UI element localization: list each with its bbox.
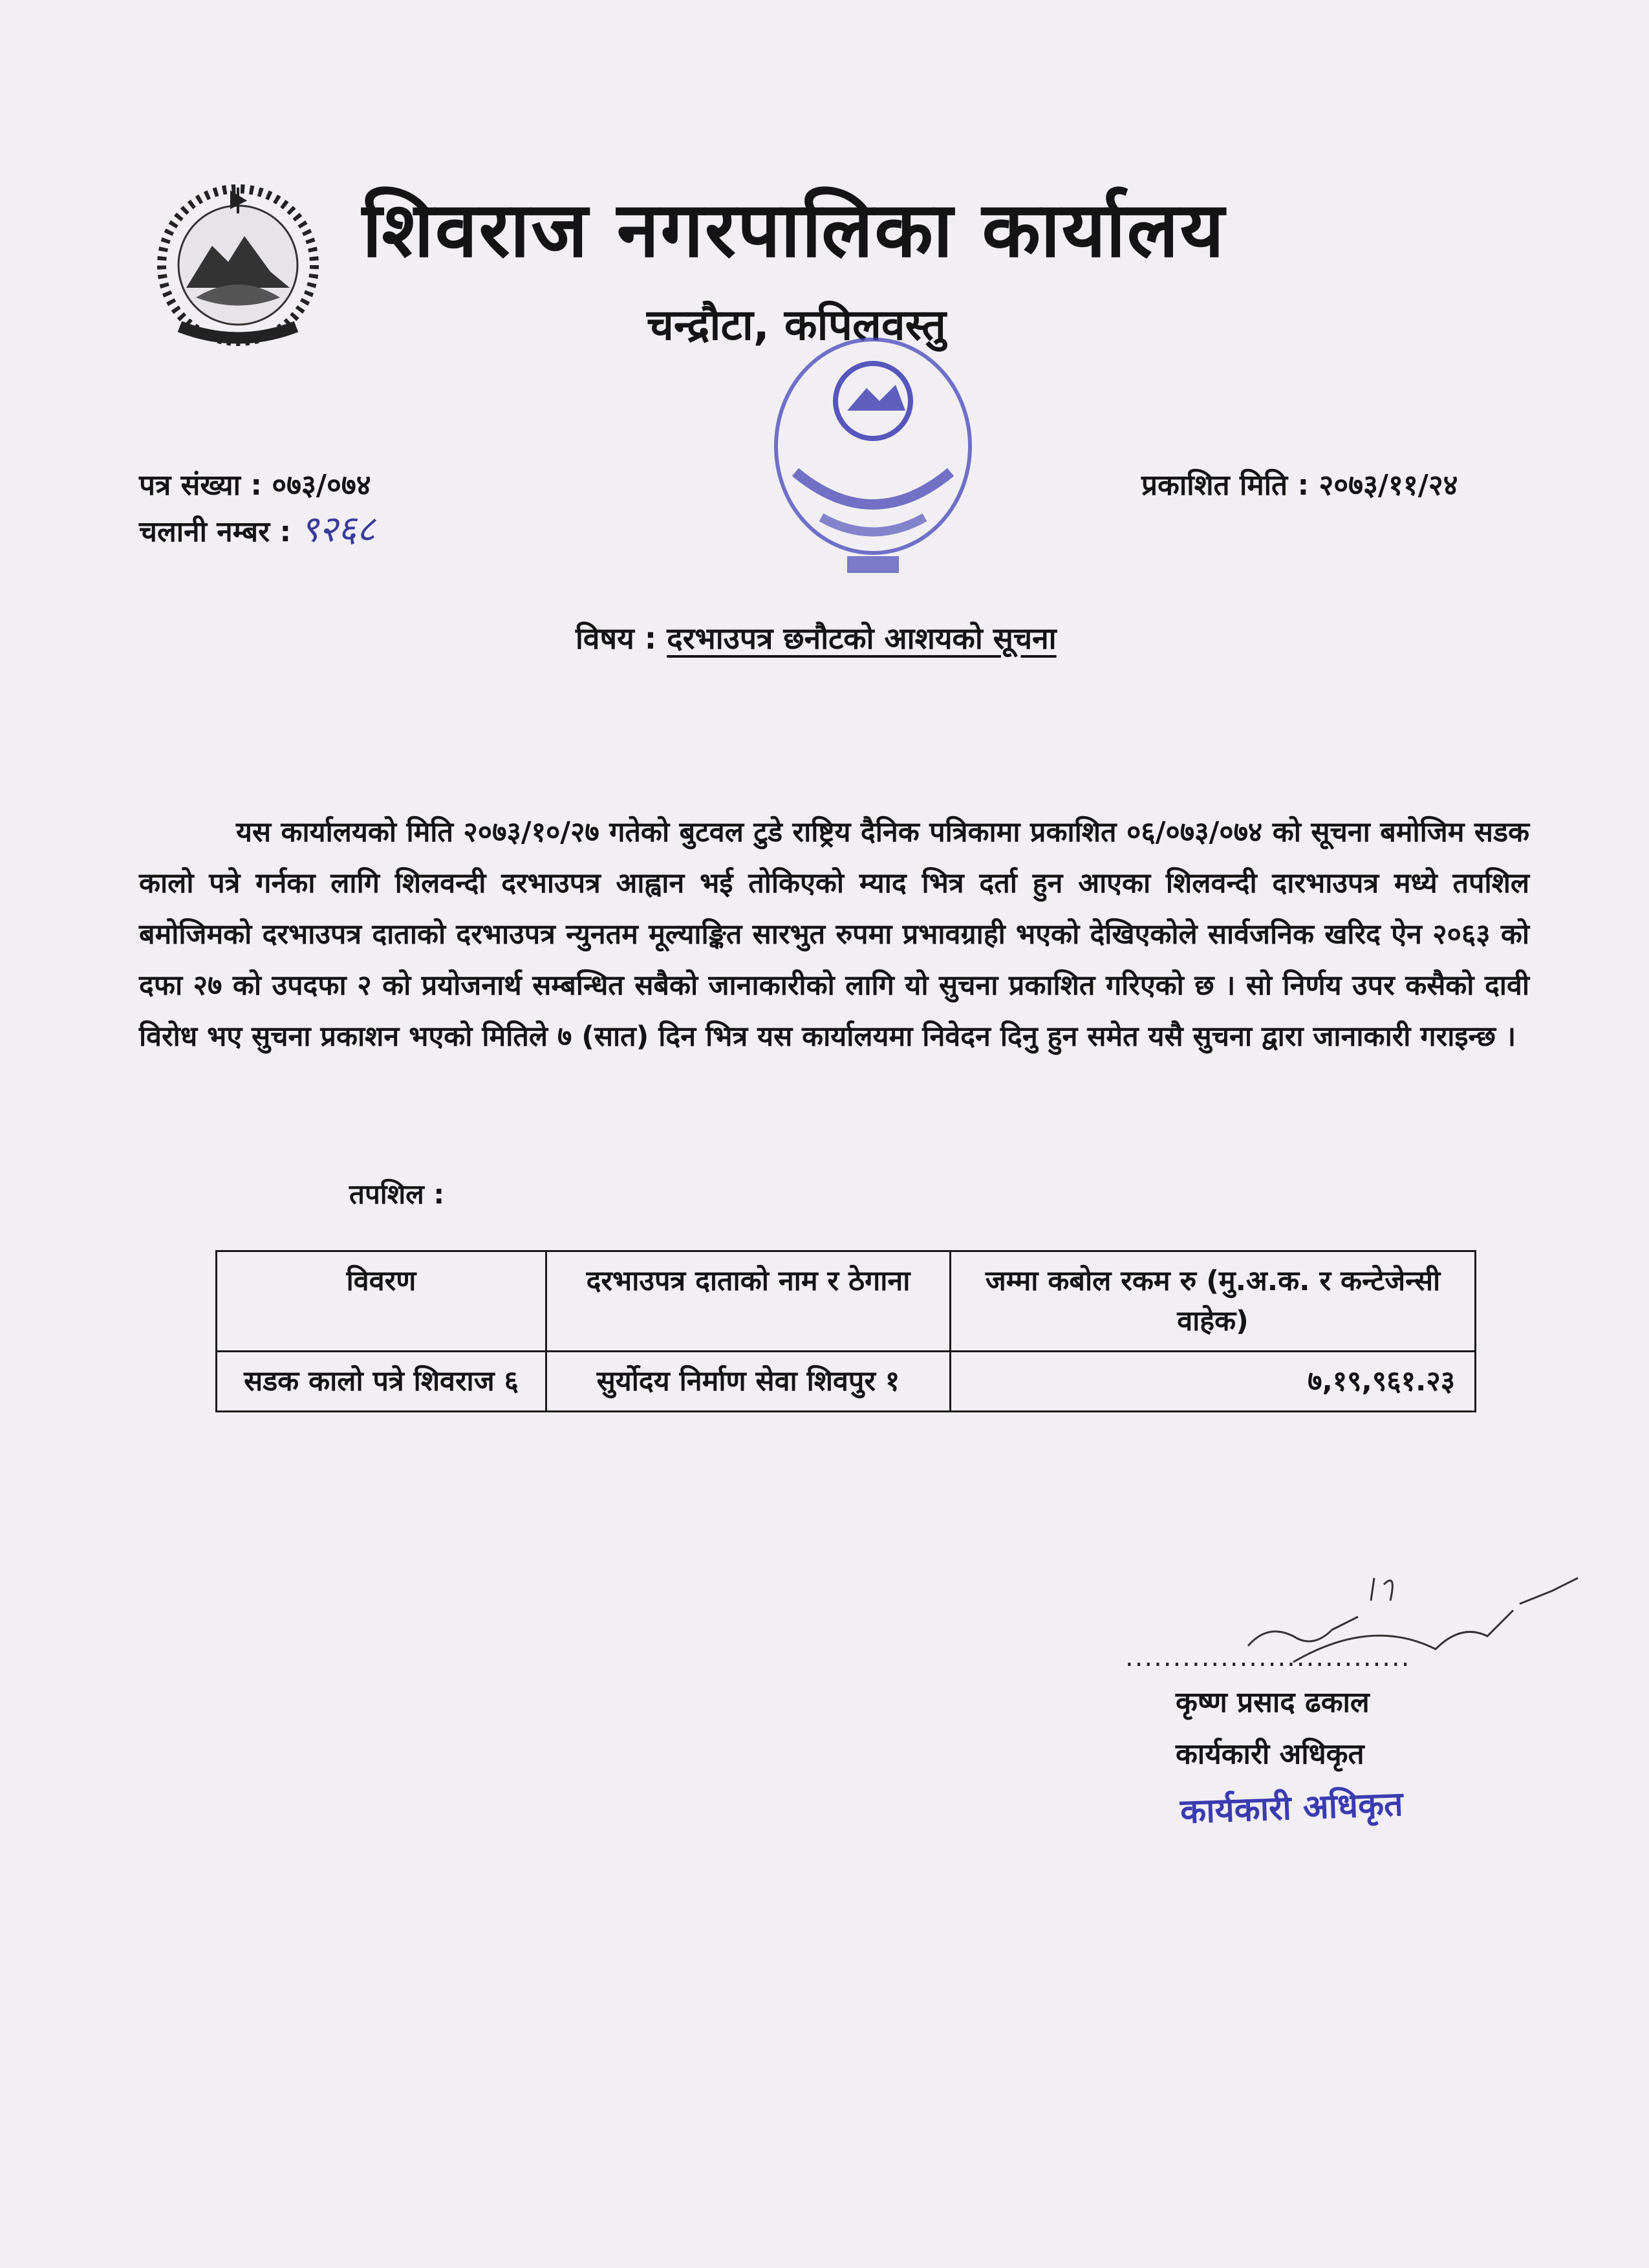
header-bidder: दरभाउपत्र दाताको नाम र ठेगाना bbox=[546, 1251, 951, 1352]
publication-date: प्रकाशित मिति : २०७३/११/२४ bbox=[1141, 469, 1458, 502]
dispatch-number-value: ९२६८ bbox=[300, 508, 376, 550]
dispatch-number-label: चलानी नम्बर : bbox=[139, 515, 292, 548]
table-header-row bbox=[217, 1251, 1476, 1352]
signature-line: .............................. bbox=[1125, 1643, 1411, 1672]
reference-number: पत्र संख्या : ०७३/०७४ bbox=[139, 469, 371, 502]
notice-body: यस कार्यालयको मिति २०७३/१०/२७ गतेको बुटवल टुडे राष्ट्रिय दैनिक पत्रिकामा प्रकाशित ०६/०७३/०७४ को सूचना बमोजिम सडक कालो पत्रे गर्नका लागि शिलवन्दी दरभाउपत्र आह्वान भई तोकिएको म्याद भित्र दर्ता हुन आएका शिलवन्दी दारभाउपत्र मध्ये तपशिल बमोजिमको दरभाउपत्र दाताको दरभाउपत्र न्युनतम मूल्याङ्कित सारभुत रुपमा प्रभावग्राही भएको देखिएकोले सार्वजनिक खरिद ऐन २०६३ को दफा २७ को उपदफा २ को प्रयोजनार्थ सम्बन्धित सबैको जानाकारीको लागि यो सुचना प्रकाशित गरिएको छ । सो निर्णय उपर कसैको दावी विरोध भए सुचना प्रकाशन भएको मितिले ७ (सात) दिन भित्र यस कार्यालयमा निवेदन दिनु हुन समेत यसै सुचना द्वारा जानाकारी गराइन्छ । bbox=[139, 816, 1529, 1053]
subject-label: विषय : bbox=[576, 621, 657, 656]
designation-stamp: कार्यकारी अधिकृत bbox=[1180, 1785, 1404, 1831]
subject-line bbox=[576, 618, 1057, 658]
bid-table bbox=[215, 1250, 1476, 1412]
cell-amount: ७,१९,९६१.२३ bbox=[951, 1352, 1476, 1412]
office-seal bbox=[750, 323, 996, 595]
table-row bbox=[217, 1352, 1476, 1412]
signer-title: कार्यकारी अधिकृत bbox=[1176, 1738, 1364, 1771]
office-title: शिवराज नगरपालिका कार्यालय bbox=[362, 185, 1226, 274]
nepal-government-emblem bbox=[141, 175, 335, 349]
header-amount: जम्मा कबोल रकम रु (मु.अ.क. र कन्टेजेन्सी वाहेक) bbox=[951, 1251, 1476, 1352]
annex-label: तपशिल : bbox=[349, 1178, 445, 1210]
dispatch-number bbox=[139, 503, 376, 552]
subject-text: दरभाउपत्र छनौटको आशयको सूचना bbox=[667, 621, 1057, 656]
header-description: विवरण bbox=[217, 1251, 546, 1352]
cell-bidder: सुर्योदय निर्माण सेवा शिवपुर १ bbox=[546, 1352, 951, 1412]
signature-block bbox=[1099, 1539, 1604, 1875]
signer-name: कृष्ण प्रसाद ढकाल bbox=[1176, 1686, 1370, 1719]
office-location: चन्द्रौटा, कपिलवस्तु bbox=[647, 300, 946, 350]
cell-description: सडक कालो पत्रे शिवराज ६ bbox=[217, 1352, 546, 1412]
